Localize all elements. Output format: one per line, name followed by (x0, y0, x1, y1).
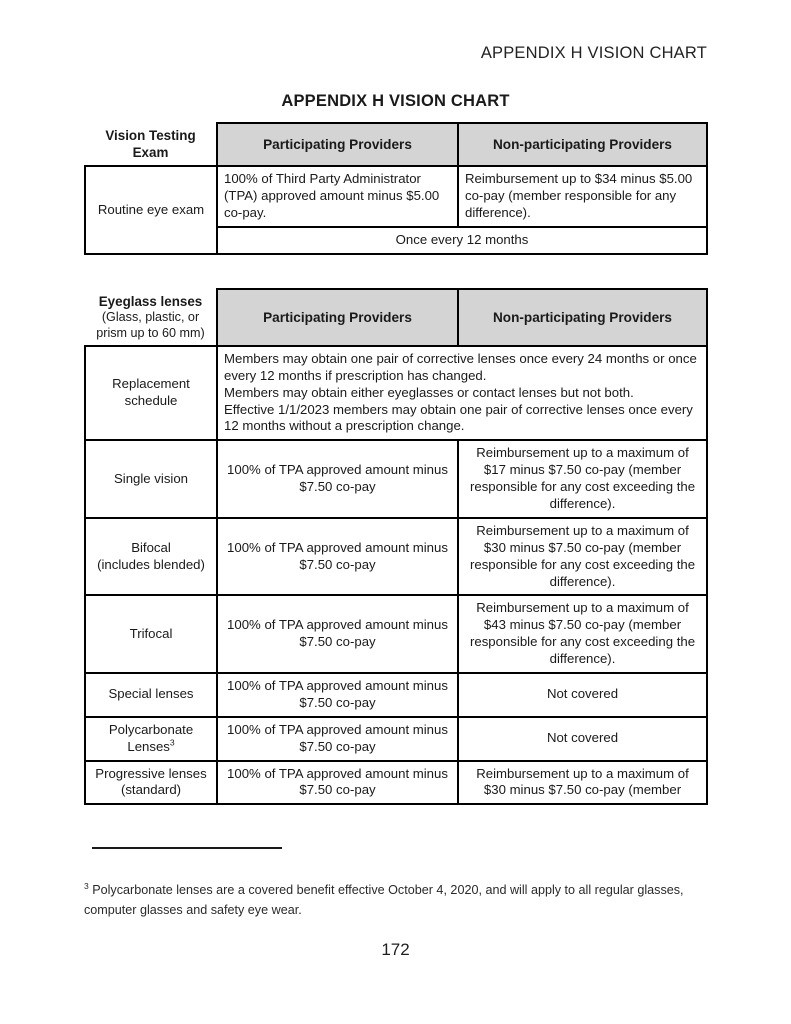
footnote-marker: 3 (84, 880, 89, 891)
vision-exam-table-block (84, 122, 706, 255)
page-title: APPENDIX H VISION CHART (281, 92, 510, 110)
exam-routine-participating-value: 100% of Third Party Administrator (TPA) approved amount minus $5.00 co-pay. (217, 166, 458, 227)
lens-single-vision-participating-value: 100% of TPA approved amount minus $7.50 co-pay (217, 440, 458, 518)
exam-header-row-label: Vision Testing Exam (105, 128, 196, 161)
replacement-line-3: Effective 1/1/2023 members may obtain one pair of corrective lenses once every 12 months without a prescription change. (224, 401, 693, 434)
lens-header-row-label (85, 289, 217, 346)
running-header: APPENDIX H VISION CHART (480, 44, 707, 62)
lens-row-label-special-lenses: Special lenses (85, 673, 217, 717)
lens-row-label-polycarbonate-text: Polycarbonate Lenses (108, 721, 194, 754)
lens-special-participating-value: 100% of TPA approved amount minus $7.50 co-pay (217, 673, 458, 717)
lens-bifocal-nonparticipating-value: Reimbursement up to a maximum of $30 minus $7.50 co-pay (member responsible for any cost exceeding the difference). (458, 518, 707, 596)
table-header-row (85, 289, 707, 346)
lens-progressive-nonparticipating-value (458, 761, 707, 805)
lens-polycarbonate-participating-value: 100% of TPA approved amount minus $7.50 co-pay (217, 717, 458, 761)
table-row (85, 761, 707, 805)
lens-header-row-label-main: Eyeglass lenses (98, 294, 203, 309)
lens-row-label-bifocal-sub: (includes blended) (97, 556, 205, 572)
lens-progressive-participating-text: 100% of TPA approved amount minus $7.50 co-pay (227, 765, 448, 798)
lens-progressive-nonparticipating-text: Reimbursement up to a maximum of $30 minus $7.50 co-pay (member (476, 765, 689, 798)
page-number: 172 (381, 940, 410, 959)
table-row (85, 717, 707, 761)
footnote-body: Polycarbonate lenses are a covered benefit effective October 4, 2020, and will apply to all regular glasses, computer glasses and safety eye wear. (84, 883, 684, 918)
vision-exam-table (84, 122, 708, 255)
table-row (85, 166, 707, 227)
table-row (85, 518, 707, 596)
lens-row-label-polycarbonate (85, 717, 217, 761)
exam-header-participating: Participating Providers (217, 123, 458, 166)
replacement-line-2: Members may obtain either eyeglasses or contact lenses but not both. (224, 384, 634, 400)
table-row (85, 440, 707, 518)
lens-header-participating: Participating Providers (217, 289, 458, 346)
exam-row-label-routine-eye-exam: Routine eye exam (85, 166, 217, 254)
exam-routine-frequency-note: Once every 12 months (217, 227, 707, 254)
lens-bifocal-participating-value: 100% of TPA approved amount minus $7.50 co-pay (217, 518, 458, 596)
eyeglass-lenses-table (84, 288, 708, 805)
lens-row-label-trifocal: Trifocal (85, 595, 217, 673)
lens-special-nonparticipating-value: Not covered (458, 673, 707, 717)
exam-header-nonparticipating: Non-participating Providers (458, 123, 707, 166)
lens-row-label-progressive: Progressive lenses (standard) (85, 761, 217, 805)
lens-row-label-bifocal-main: Bifocal (131, 539, 171, 555)
footnote-separator-rule (92, 847, 282, 849)
lens-row-label-replacement-schedule: Replacement schedule (85, 346, 217, 440)
lens-trifocal-participating-value: 100% of TPA approved amount minus $7.50 co-pay (217, 595, 458, 673)
lens-replacement-schedule-value (217, 346, 707, 440)
table-row (85, 673, 707, 717)
exam-routine-nonparticipating-value: Reimbursement up to $34 minus $5.00 co-pay (member responsible for any difference). (458, 166, 707, 227)
lens-trifocal-nonparticipating-value: Reimbursement up to a maximum of $43 minus $7.50 co-pay (member responsible for any cost exceeding the difference). (458, 595, 707, 673)
lens-progressive-participating-value (217, 761, 458, 805)
replacement-line-1: Members may obtain one pair of corrective lenses once every 24 months or once every 12 months if prescription has changed. (224, 350, 697, 383)
footnote (84, 880, 684, 921)
lens-row-label-single-vision: Single vision (85, 440, 217, 518)
table-row (85, 346, 707, 440)
footnote-marker-polycarbonate: 3 (169, 737, 175, 748)
lens-header-row-label-sub: (Glass, plastic, or prism up to 60 mm) (96, 310, 205, 340)
lens-single-vision-nonparticipating-value: Reimbursement up to a maximum of $17 minus $7.50 co-pay (member responsible for any cost exceeding the difference). (458, 440, 707, 518)
table-row (85, 595, 707, 673)
lens-row-label-bifocal (85, 518, 217, 596)
eyeglass-lenses-table-block (84, 288, 706, 805)
table-header-row (85, 123, 707, 166)
lens-header-nonparticipating: Non-participating Providers (458, 289, 707, 346)
lens-polycarbonate-nonparticipating-value: Not covered (458, 717, 707, 761)
